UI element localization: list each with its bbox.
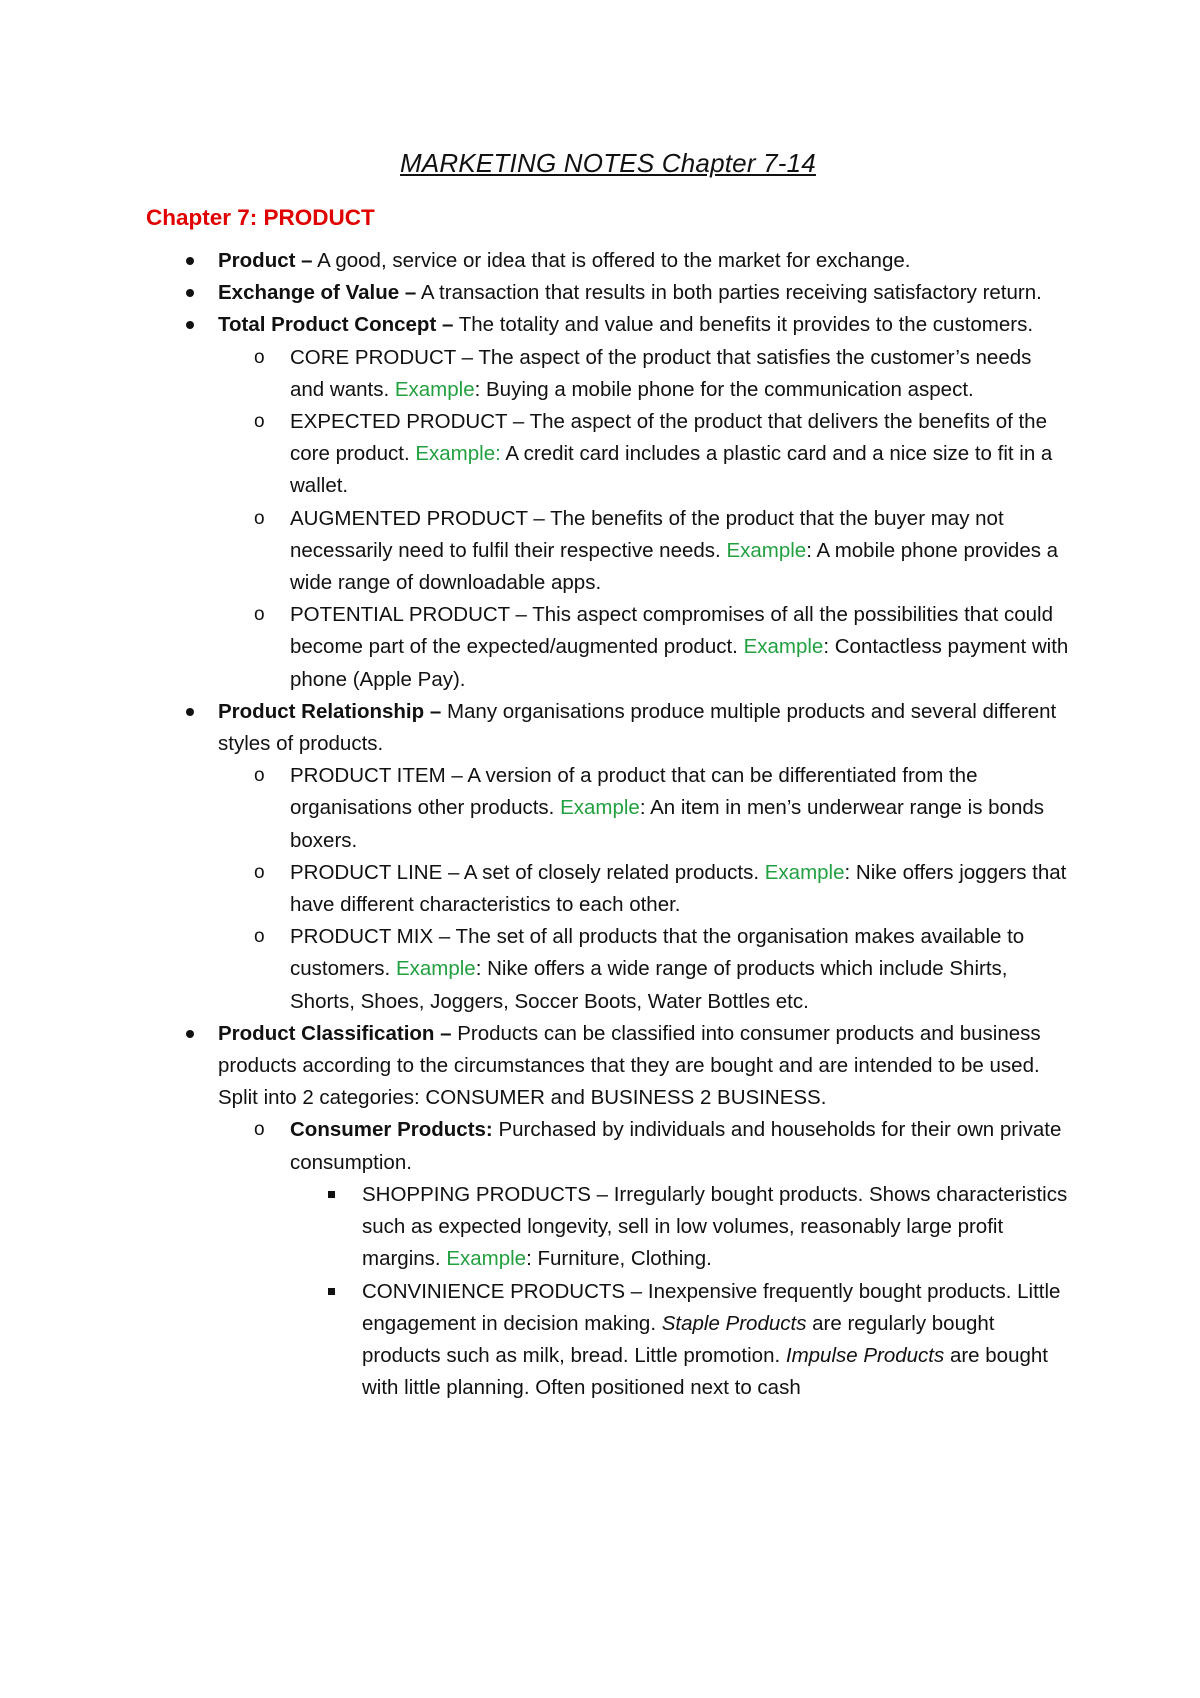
- definition-total-product-concept: The totality and value and benefits it provides to the customers.: [453, 313, 1034, 337]
- sub-item-product-line: [218, 857, 1070, 921]
- potential-product-example: : Contactless payment with phone (Apple Pay).: [290, 635, 1069, 691]
- example-label: Example: [560, 796, 640, 820]
- expected-product-example: A credit card includes a plastic card and a nice size to fit in a wallet.: [290, 442, 1053, 498]
- term-impulse-products: Impulse Products: [785, 1343, 945, 1367]
- augmented-product-text: AUGMENTED PRODUCT – The benefits of the product that the buyer may not necessarily need to fulfil their respective needs.: [290, 506, 1004, 562]
- list-item-exchange-of-value: [146, 277, 1070, 309]
- example-label: Example: [764, 860, 845, 884]
- example-label: Example: [394, 377, 475, 401]
- term-total-product-concept: Total Product Concept –: [218, 313, 454, 337]
- example-label: Example: [743, 635, 824, 659]
- sub-item-consumer-products: [218, 1114, 1070, 1404]
- definition-exchange-of-value: A transaction that results in both parties receiving satisfactory return.: [416, 281, 1042, 305]
- shopping-products-example: : Furniture, Clothing.: [526, 1247, 712, 1271]
- definition-product: A good, service or idea that is offered to the market for exchange.: [312, 249, 911, 272]
- product-item-example: : An item in men’s underwear range is bonds boxers.: [290, 796, 1044, 852]
- chapter-heading: Chapter 7: PRODUCT: [146, 205, 375, 230]
- sub-sub-item-convenience-products: [290, 1276, 1070, 1405]
- term-product-relationship: Product Relationship –: [218, 699, 442, 723]
- example-label: Example:: [415, 442, 501, 466]
- shopping-products-text: SHOPPING PRODUCTS – Irregularly bought products. Shows characteristics such as expected longevity, sell in low volumes, reasonably large profit margins.: [362, 1182, 1068, 1271]
- potential-product-text: POTENTIAL PRODUCT – This aspect compromises of all the possibilities that could become part of the expected/augmented product.: [290, 603, 1053, 659]
- impulse-products-text: are bought with little planning. Often positioned next to cash: [362, 1343, 1048, 1400]
- product-item-text: PRODUCT ITEM – A version of a product that can be differentiated from the organisations other products.: [290, 764, 978, 820]
- core-product-text: CORE PRODUCT – The aspect of the product that satisfies the customer’s needs and wants.: [290, 345, 1032, 401]
- example-label: Example: [726, 538, 807, 562]
- term-product-classification: Product Classification –: [218, 1021, 452, 1045]
- page-title: MARKETING NOTES Chapter 7-14: [400, 148, 816, 178]
- sublist-product-classification: [218, 1114, 1070, 1404]
- term-product: Product –: [218, 249, 313, 272]
- staple-products-text: are regularly bought products such as milk, bread. Little promotion.: [362, 1311, 995, 1367]
- convenience-products-text: CONVINIENCE PRODUCTS – Inexpensive frequently bought products. Little engagement in decision making.: [362, 1279, 1061, 1335]
- list-item-product-relationship: [146, 696, 1070, 1018]
- sublist-consumer-products: [290, 1179, 1070, 1404]
- sub-item-product-mix: [218, 921, 1070, 1018]
- expected-product-text: EXPECTED PRODUCT – The aspect of the product that delivers the benefits of the core product.: [290, 410, 1047, 466]
- sub-item-product-item: [218, 760, 1070, 857]
- core-product-example: : Buying a mobile phone for the communication aspect.: [474, 377, 974, 401]
- example-label: Example: [395, 957, 476, 981]
- product-mix-example: : Nike offers a wide range of products which include Shirts, Shorts, Shoes, Joggers, Soccer Boots, Water Bottles etc.: [290, 957, 1008, 1013]
- definition-product-classification: Products can be classified into consumer products and business products according to the circumstances that they are bought and are intended to be used. Split into 2 categories: CONSUMER and BUSINESS 2 BUSINESS.: [218, 1021, 1041, 1110]
- sub-item-potential-product: [218, 599, 1070, 696]
- notes-list: [146, 245, 1070, 1404]
- sub-item-core-product: [218, 342, 1070, 406]
- product-line-example: : Nike offers joggers that have different characteristics to each other.: [290, 860, 1067, 917]
- definition-product-relationship: Many organisations produce multiple products and several different styles of products.: [218, 699, 1057, 756]
- sub-item-augmented-product: [218, 503, 1070, 600]
- term-consumer-products: Consumer Products:: [290, 1118, 493, 1142]
- term-staple-products: Staple Products: [661, 1311, 807, 1335]
- sublist-product-relationship: [218, 760, 1070, 1018]
- sub-item-expected-product: [218, 406, 1070, 503]
- product-line-text: PRODUCT LINE – A set of closely related products.: [290, 860, 765, 884]
- list-item-product: [146, 245, 1070, 277]
- augmented-product-example: : A mobile phone provides a wide range of downloadable apps.: [290, 538, 1059, 595]
- example-label: Example: [446, 1247, 527, 1271]
- sublist-product-levels: [218, 342, 1070, 696]
- list-item-total-product-concept: [146, 309, 1070, 695]
- list-item-product-classification: [146, 1018, 1070, 1404]
- sub-sub-item-shopping-products: [290, 1179, 1070, 1276]
- product-mix-text: PRODUCT MIX – The set of all products that the organisation makes available to customers.: [290, 925, 1025, 981]
- term-exchange-of-value: Exchange of Value –: [218, 281, 417, 305]
- definition-consumer-products: Purchased by individuals and households for their own private consumption.: [290, 1118, 1062, 1174]
